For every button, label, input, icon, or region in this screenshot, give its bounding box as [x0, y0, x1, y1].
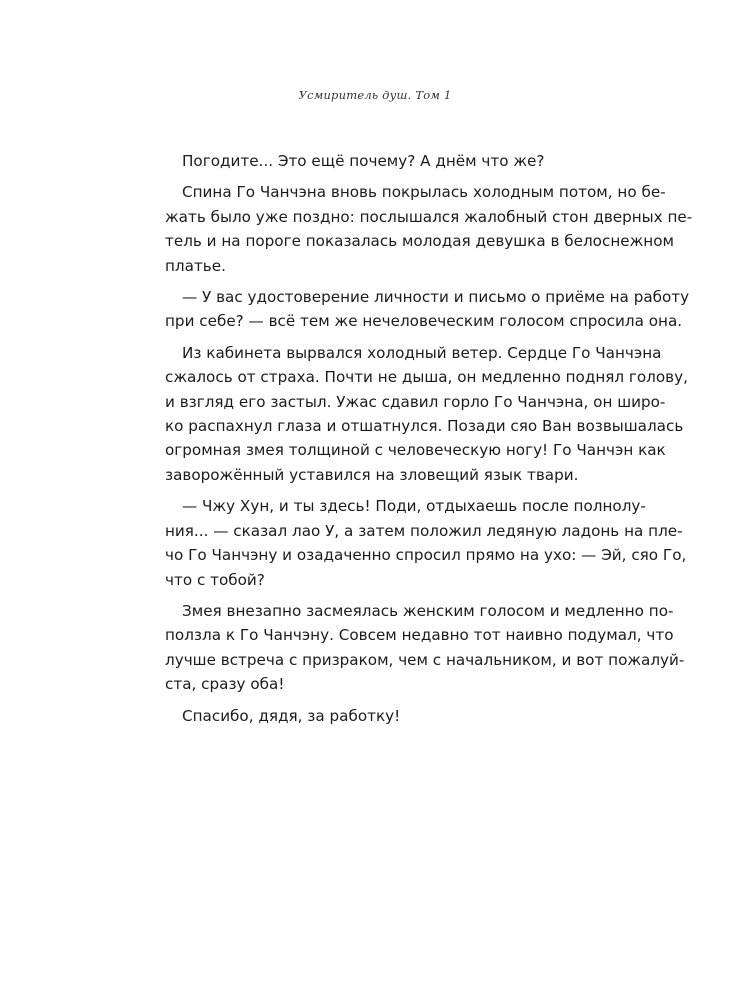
paragraph-4 — [165, 341, 688, 487]
paragraph-1 — [165, 149, 600, 173]
paragraph-2 — [165, 180, 693, 278]
text-line: заворожённый уставился на зловещий язык твари. — [165, 465, 579, 484]
text-line: Спина Го Чанчэна вновь покрылась холодным потом, но бе- — [182, 183, 666, 202]
text-line: ко распахнул глаза и отшатнулся. Позади сяо Ван возвышалась — [165, 417, 684, 436]
text-line: — У вас удостоверение личности и письмо о приёме на работу — [182, 288, 690, 307]
text-line: ста, сразу оба! — [165, 675, 285, 694]
text-line: Из кабинета вырвался холодный ветер. Сердце Го Чанчэна — [182, 343, 662, 362]
text-line: огромная змея толщиной с человеческую ногу! Го Чанчэн как — [165, 441, 666, 460]
body-text — [165, 149, 693, 735]
text-line: что с тобой? — [165, 570, 265, 589]
text-line: ползла к Го Чанчэну. Совсем недавно тот наивно подумал, что — [165, 626, 674, 645]
paragraph-6 — [165, 599, 685, 697]
text-line: Погодите... Это ещё почему? А днём что же? — [182, 152, 545, 170]
text-line: жать было уже поздно: послышался жалобный стон дверных пе- — [165, 207, 693, 226]
text-line: тель и на пороге показалась молодая девушка в белоснежном — [165, 232, 674, 251]
text-line: ния... — сказал лао У, а затем положил ледяную ладонь на пле- — [165, 521, 683, 540]
text-line: при себе? — всё тем же нечеловеческим голосом спросила она. — [165, 312, 683, 331]
paragraph-3 — [165, 285, 690, 334]
text-line: чо Го Чанчэну и озадаченно спросил прямо на ухо: — Эй, сяо Го, — [165, 546, 687, 565]
text-line: Спасибо, дядя, за работку! — [182, 706, 401, 725]
text-line: лучше встреча с призраком, чем с начальником, и вот пожалуй- — [165, 650, 685, 669]
paragraph-5 — [165, 494, 687, 592]
running-head: Усмиритель душ. Том 1 — [298, 88, 452, 102]
text-line: — Чжу Хун, и ты здесь! Поди, отдыхаешь после полнолу- — [182, 497, 646, 516]
text-line: сжалось от страха. Почти не дыша, он медленно поднял голову, — [165, 368, 688, 387]
text-line: и взгляд его застыл. Ужас сдавил горло Го Чанчэна, он широ- — [165, 392, 666, 411]
text-line: платье. — [165, 256, 226, 275]
paragraph-7 — [165, 704, 600, 728]
text-line: Змея внезапно засмеялась женским голосом и медленно по- — [182, 601, 674, 620]
